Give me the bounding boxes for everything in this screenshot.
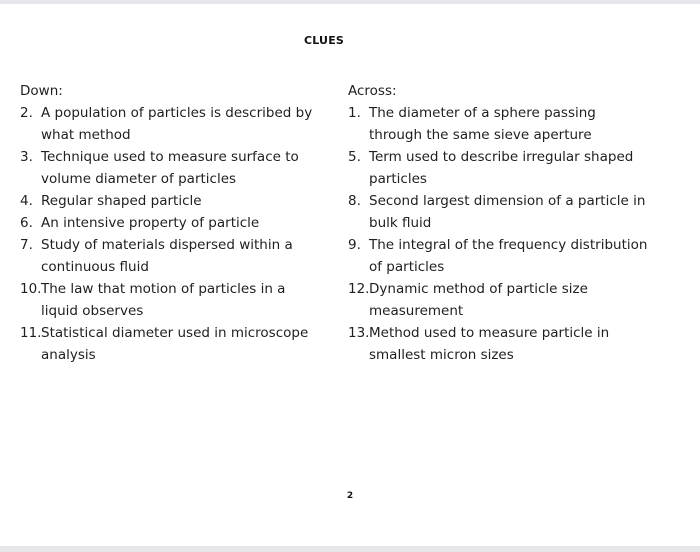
clue-item [20, 102, 320, 146]
clue-text: Study of materials dispersed within a continuous fluid [41, 237, 293, 275]
across-heading: Across: [348, 83, 397, 99]
clue-item [348, 102, 648, 146]
clue-text: The law that motion of particles in a liquid observes [41, 281, 286, 319]
across-clues-column [348, 80, 648, 366]
across-clue-list [348, 102, 648, 366]
clue-item [348, 278, 648, 322]
clue-number: 13. [348, 325, 370, 341]
clue-item [348, 190, 648, 234]
document-page [0, 4, 700, 546]
clue-number: 7. [20, 237, 33, 253]
clue-item [20, 212, 320, 234]
down-clues-column [20, 80, 320, 366]
clue-item [20, 146, 320, 190]
clue-item [20, 322, 320, 366]
clue-item [348, 322, 648, 366]
page-title: CLUES [303, 34, 345, 47]
clue-number: 9. [348, 237, 361, 253]
clue-number: 1. [348, 105, 361, 121]
down-heading: Down: [20, 83, 63, 99]
clue-item [20, 234, 320, 278]
clue-number: 8. [348, 193, 361, 209]
clue-number: 2. [20, 105, 33, 121]
clue-text: Dynamic method of particle size measurement [369, 281, 588, 319]
clue-number: 10. [20, 281, 42, 297]
page-number: 2 [346, 491, 354, 501]
clue-item [20, 278, 320, 322]
clue-number: 12. [348, 281, 370, 297]
clue-text: Technique used to measure surface to volume diameter of particles [41, 149, 299, 187]
down-clue-list [20, 102, 320, 366]
clue-text: The diameter of a sphere passing through the same sieve aperture [369, 105, 596, 143]
clue-text: Regular shaped particle [41, 193, 202, 209]
clue-text: An intensive property of particle [41, 215, 260, 231]
clue-number: 5. [348, 149, 361, 165]
clue-text: The integral of the frequency distribution of particles [369, 237, 648, 275]
clue-text: A population of particles is described by what method [41, 105, 313, 143]
clue-text: Method used to measure particle in smallest micron sizes [369, 325, 610, 363]
clue-number: 11. [20, 325, 42, 341]
clue-text: Term used to describe irregular shaped particles [369, 149, 634, 187]
clue-item [20, 190, 320, 212]
clue-number: 6. [20, 215, 33, 231]
clue-item [348, 146, 648, 190]
clue-text: Statistical diameter used in microscope analysis [41, 325, 309, 363]
clue-number: 4. [20, 193, 33, 209]
clue-text: Second largest dimension of a particle in bulk fluid [369, 193, 646, 231]
clue-item [348, 234, 648, 278]
clue-number: 3. [20, 149, 33, 165]
